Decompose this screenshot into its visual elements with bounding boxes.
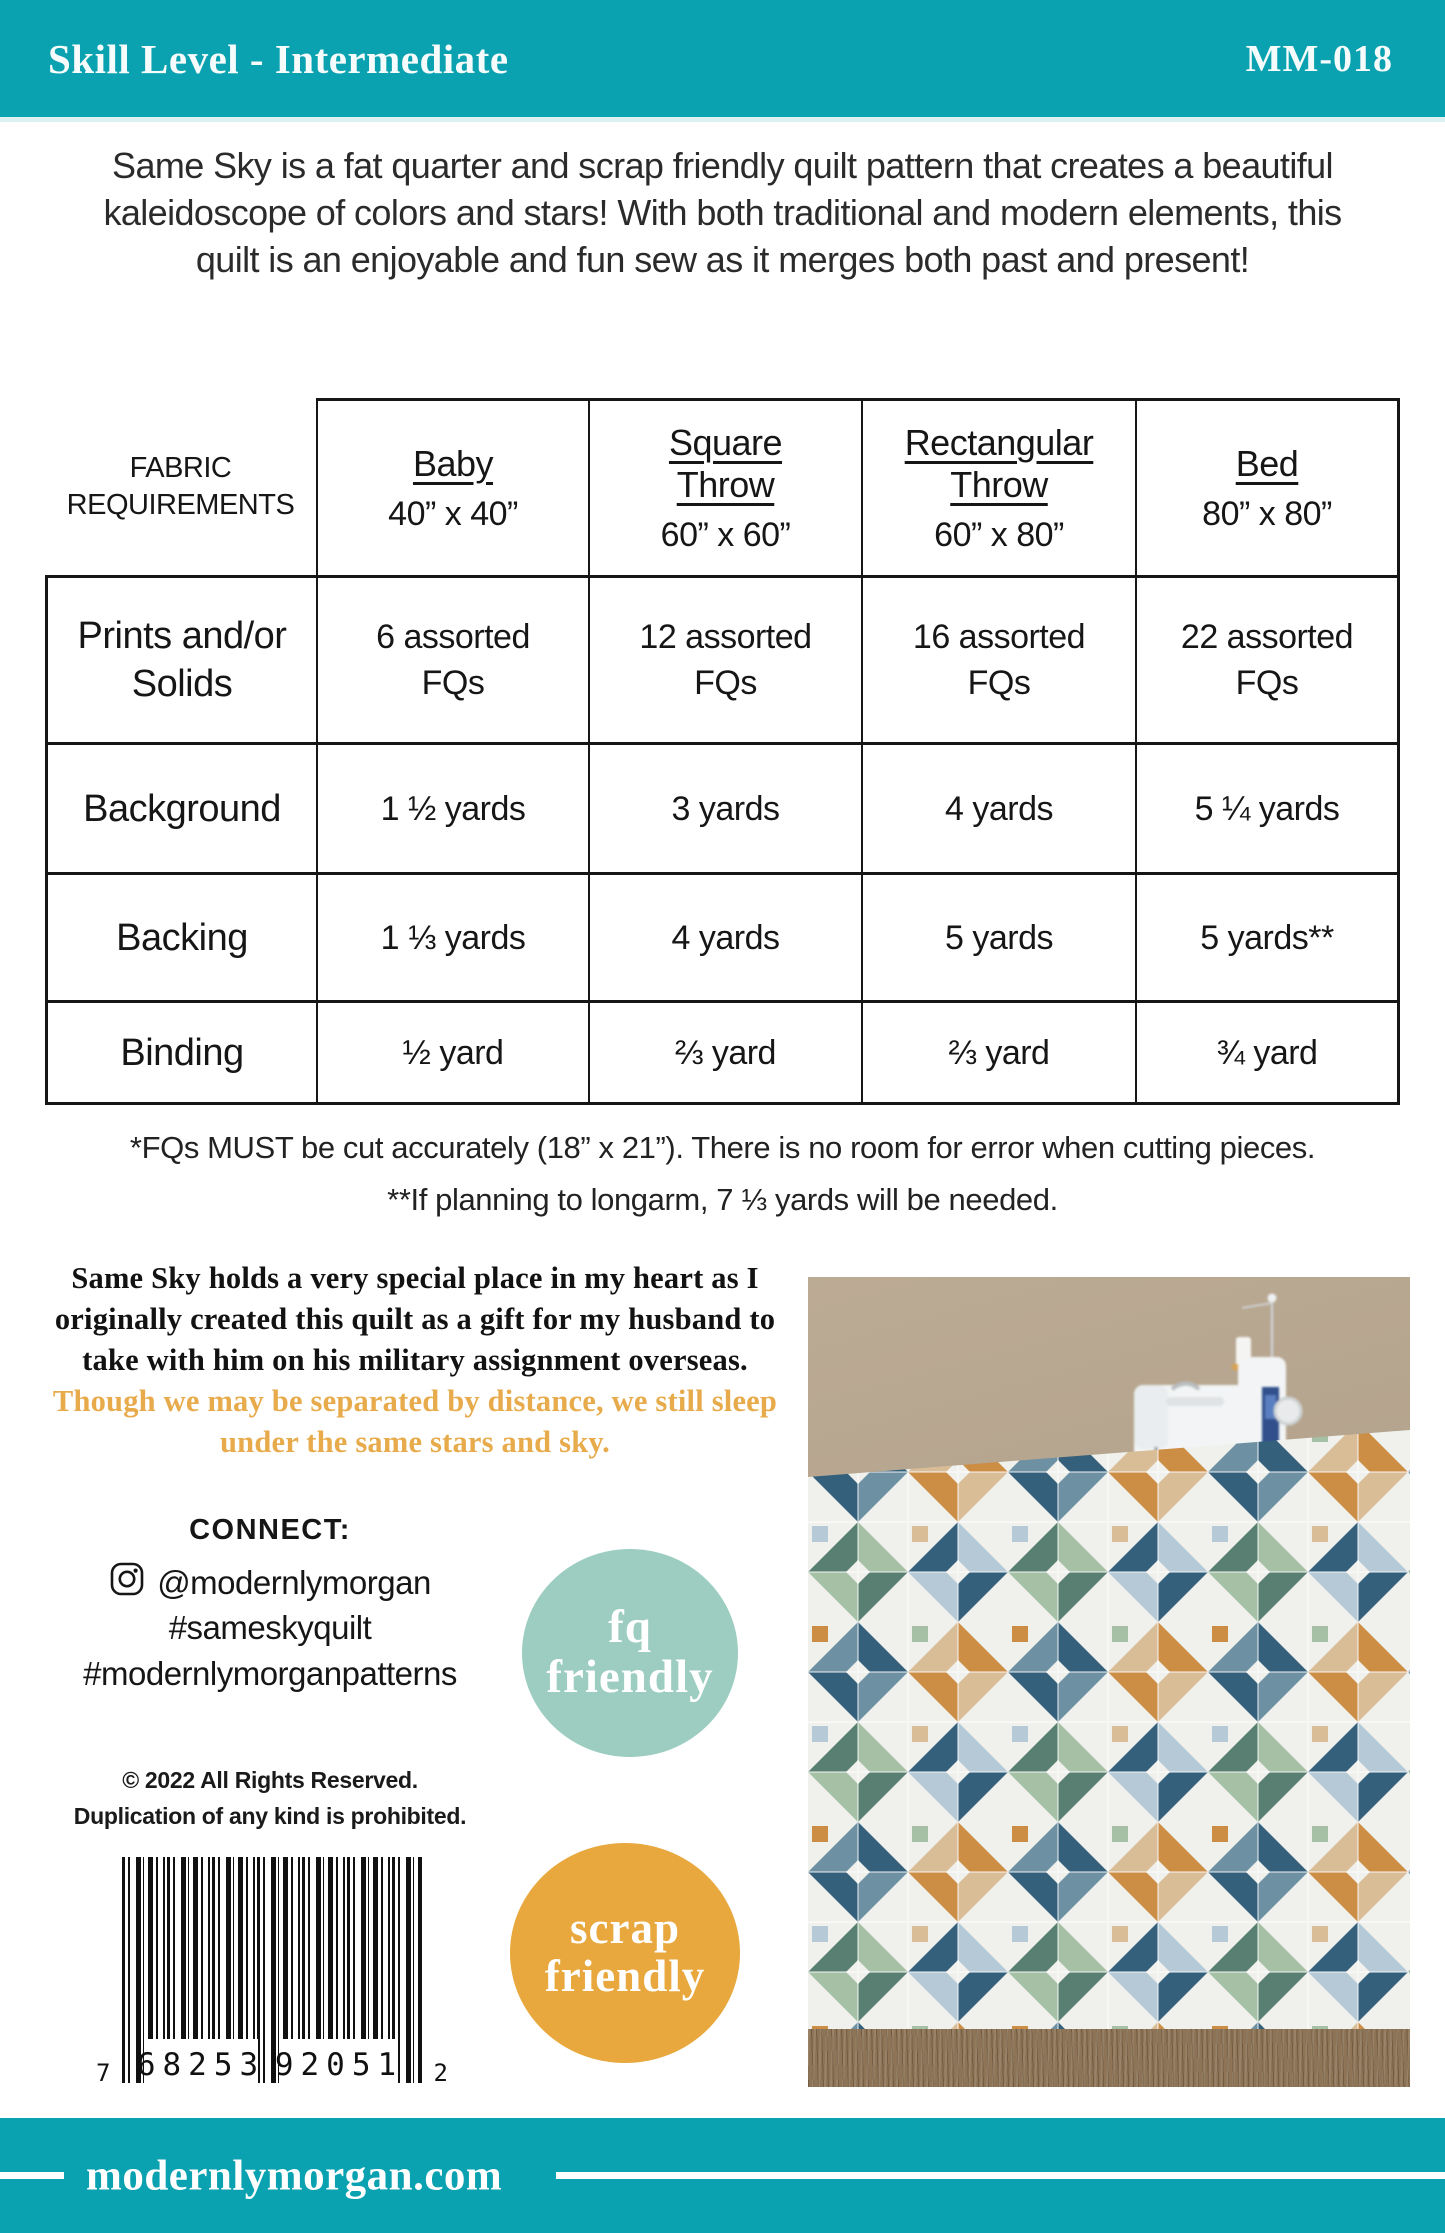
table-cell: 5 yards — [861, 872, 1135, 1000]
footer-rule-left — [0, 2172, 64, 2179]
scrap-badge-line2: friendly — [544, 1951, 706, 2001]
hashtag-samesky: #sameskyquilt — [168, 1609, 372, 1646]
fq-badge-line2: friendly — [546, 1651, 714, 1703]
column-header-baby: Baby 40” x 40” — [316, 398, 588, 575]
row-label-binding: Binding — [45, 1000, 316, 1102]
table-cell: 6 assorted FQs — [316, 575, 588, 742]
instagram-icon — [109, 1561, 145, 1605]
copyright-block — [55, 1762, 485, 1834]
table-cell: 5 yards** — [1135, 872, 1397, 1000]
column-header-rectangular-throw: Rectangular Throw 60” x 80” — [861, 398, 1135, 575]
footnote-fq-cutting: *FQs MUST be cut accurately (18” x 21”). There is no room for error when cutting pieces. — [129, 1130, 1316, 1165]
table-cell: ⅔ yard — [588, 1000, 861, 1102]
quilt-photo — [808, 1277, 1410, 2087]
designer-story — [40, 1258, 790, 1463]
barcode-digit-left: 7 — [96, 2059, 111, 2087]
barcode-digits-group1: 68253 — [144, 2039, 258, 2083]
connect-section — [55, 1514, 485, 1697]
instagram-handle: @modernlymorgan — [157, 1564, 431, 1601]
row-label-prints: Prints and/or Solids — [45, 575, 316, 742]
fabric-requirements-table — [45, 398, 1400, 1105]
hashtag-patterns: #modernlymorganpatterns — [83, 1655, 457, 1692]
scrap-badge-line1: scrap — [570, 1903, 680, 1954]
table-cell: ¾ yard — [1135, 1000, 1397, 1102]
table-corner-label: FABRIC REQUIREMENTS — [66, 451, 295, 521]
footer-banner — [0, 2118, 1445, 2233]
table-cell: 22 assorted FQs — [1135, 575, 1397, 742]
table-footnotes — [0, 1130, 1445, 1218]
story-highlight: Though we may be separated by distance, we still sleep under the same stars and sky. — [52, 1384, 778, 1459]
copyright-line1: © 2022 All Rights Reserved. — [122, 1767, 418, 1793]
column-header-bed: Bed 80” x 80” — [1135, 398, 1397, 575]
website-url: modernlymorgan.com — [86, 2152, 503, 2199]
row-label-backing: Backing — [45, 872, 316, 1000]
copyright-line2: Duplication of any kind is prohibited. — [73, 1803, 467, 1829]
table-cell: 1 ⅓ yards — [316, 872, 588, 1000]
connect-heading: CONNECT: — [189, 1514, 351, 1546]
footnote-longarm: **If planning to longarm, 7 ⅓ yards will be needed. — [387, 1182, 1058, 1217]
barcode-digits-group2: 92051 — [282, 2039, 396, 2083]
table-cell: 4 yards — [861, 742, 1135, 872]
table-cell: 16 assorted FQs — [861, 575, 1135, 742]
skill-level-text: Skill Level - Intermediate — [48, 35, 509, 82]
table-cell: 5 ¼ yards — [1135, 742, 1397, 872]
table-corner-cell — [45, 398, 316, 575]
barcode-digit-right: 2 — [433, 2059, 448, 2087]
pattern-code: MM-018 — [1245, 37, 1393, 80]
intro-paragraph: Same Sky is a fat quarter and scrap friendly quilt pattern that creates a beautiful kaleidoscope of colors and stars! With both traditional and modern elements, this quilt is an enjoyable and fun sew as it merges both past and present! — [103, 145, 1342, 280]
table-cell: ½ yard — [316, 1000, 588, 1102]
table-cell: 4 yards — [588, 872, 861, 1000]
column-header-square-throw: Square Throw 60” x 60” — [588, 398, 861, 575]
footer-rule-right — [556, 2172, 1445, 2179]
upc-barcode — [96, 1857, 448, 2087]
row-label-background: Background — [45, 742, 316, 872]
table-cell: 1 ½ yards — [316, 742, 588, 872]
quilt-fabric — [808, 1422, 1410, 2034]
top-banner — [0, 0, 1445, 117]
instagram-row — [55, 1561, 485, 1605]
table-cell: ⅔ yard — [861, 1000, 1135, 1102]
table-cell: 12 assorted FQs — [588, 575, 861, 742]
table-cell: 3 yards — [588, 742, 861, 872]
fq-badge-line1: fq — [608, 1601, 652, 1654]
scrap-friendly-badge — [510, 1843, 740, 2063]
story-opening: Same Sky holds a very special place in my heart as I originally created this quilt as a gift for my husband to take with him on his military assignment overseas. — [54, 1261, 776, 1377]
fq-friendly-badge — [522, 1549, 738, 1757]
carpet-strip — [808, 2029, 1410, 2087]
